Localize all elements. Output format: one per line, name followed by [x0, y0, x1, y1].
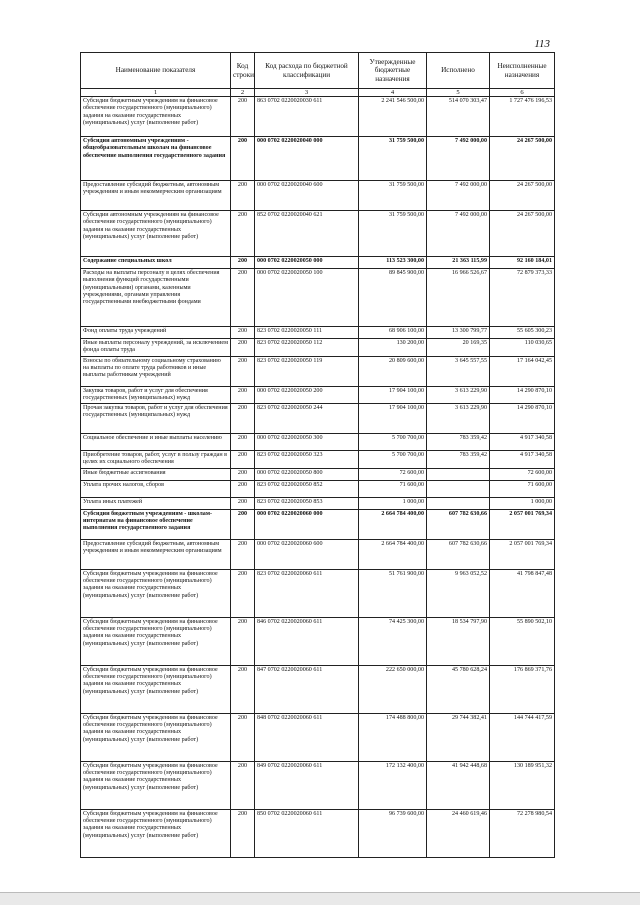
table-row — [81, 386, 555, 404]
row-approved-amount: 1 000,00 — [359, 497, 427, 509]
row-name: Субсидии бюджетным учреждениям на финансовое обеспечение государственного (муниципального) задания на оказание государственных (муниципальных) услуг (выполнение работ) — [81, 569, 231, 617]
row-unexecuted-amount: 144 744 417,59 — [490, 713, 555, 761]
row-approved-amount: 2 664 784 400,00 — [359, 509, 427, 539]
row-name: Прочая закупка товаров, работ и услуг для обеспечения государственных (муниципальных) нужд — [81, 404, 231, 434]
row-approved-amount: 5 700 700,00 — [359, 451, 427, 469]
row-unexecuted-amount: 14 290 870,10 — [490, 386, 555, 404]
row-name: Взносы по обязательному социальному страхованию на выплаты по оплате труда работников и иные выплаты работникам учреждений — [81, 356, 231, 386]
row-budget-code: 849 0702 0220020060 611 — [255, 761, 359, 809]
row-unexecuted-amount: 4 917 340,58 — [490, 451, 555, 469]
header-budget-code: Код расхода по бюджетной классификации — [255, 53, 359, 89]
row-unexecuted-amount: 72 879 373,33 — [490, 269, 555, 327]
row-approved-amount: 222 650 000,00 — [359, 665, 427, 713]
row-budget-code: 000 0702 0220020050 200 — [255, 386, 359, 404]
row-line-code: 200 — [231, 539, 255, 569]
row-approved-amount: 72 600,00 — [359, 468, 427, 480]
row-line-code: 200 — [231, 327, 255, 339]
row-approved-amount: 31 759 500,00 — [359, 211, 427, 257]
header-line-code: Код строки — [231, 53, 255, 89]
row-budget-code: 000 0702 0220020040 000 — [255, 137, 359, 181]
row-line-code: 200 — [231, 451, 255, 469]
table-row — [81, 181, 555, 211]
table-row — [81, 468, 555, 480]
row-approved-amount: 89 845 900,00 — [359, 269, 427, 327]
row-budget-code: 000 0702 0220020060 600 — [255, 539, 359, 569]
row-approved-amount: 17 904 100,00 — [359, 404, 427, 434]
row-executed-amount: 3 613 229,90 — [427, 386, 490, 404]
row-budget-code: 852 0702 0220020040 621 — [255, 211, 359, 257]
row-name: Закупка товаров, работ и услуг для обеспечения государственных (муниципальных) нужд — [81, 386, 231, 404]
row-unexecuted-amount: 24 267 500,00 — [490, 137, 555, 181]
row-unexecuted-amount: 92 160 184,01 — [490, 257, 555, 269]
row-unexecuted-amount: 14 290 870,10 — [490, 404, 555, 434]
row-name: Субсидии бюджетным учреждениям - школам-интернатам на финансовое обеспечение выполнения государственного задания — [81, 509, 231, 539]
row-approved-amount: 20 809 600,00 — [359, 356, 427, 386]
row-executed-amount: 7 492 000,00 — [427, 181, 490, 211]
row-line-code: 200 — [231, 617, 255, 665]
row-name: Субсидии автономным учреждениям - общеобразовательным школам на финансовое обеспечение выполнения государственного задания — [81, 137, 231, 181]
row-line-code: 200 — [231, 713, 255, 761]
row-line-code: 200 — [231, 665, 255, 713]
table-row — [81, 665, 555, 713]
table-row — [81, 327, 555, 339]
row-unexecuted-amount: 176 869 371,76 — [490, 665, 555, 713]
row-line-code: 200 — [231, 211, 255, 257]
row-executed-amount: 21 363 115,99 — [427, 257, 490, 269]
table-row — [81, 356, 555, 386]
row-line-code: 200 — [231, 356, 255, 386]
row-budget-code: 848 0702 0220020060 611 — [255, 713, 359, 761]
row-budget-code: 850 0702 0220020060 611 — [255, 809, 359, 857]
row-budget-code: 000 0702 0220020060 000 — [255, 509, 359, 539]
header-executed: Исполнено — [427, 53, 490, 89]
row-approved-amount: 130 200,00 — [359, 339, 427, 357]
row-unexecuted-amount: 24 267 500,00 — [490, 211, 555, 257]
row-line-code: 200 — [231, 809, 255, 857]
row-executed-amount — [427, 497, 490, 509]
budget-execution-table — [80, 52, 555, 858]
row-executed-amount: 20 169,35 — [427, 339, 490, 357]
row-budget-code: 000 0702 0220020050 100 — [255, 269, 359, 327]
row-executed-amount: 29 744 382,41 — [427, 713, 490, 761]
column-number: 5 — [427, 89, 490, 97]
page-number: 113 — [534, 38, 550, 50]
row-line-code: 200 — [231, 497, 255, 509]
column-number: 3 — [255, 89, 359, 97]
row-executed-amount — [427, 480, 490, 497]
row-budget-code: 823 0702 0220020050 323 — [255, 451, 359, 469]
row-executed-amount: 13 300 799,77 — [427, 327, 490, 339]
row-name: Субсидии бюджетным учреждениям на финансовое обеспечение государственного (муниципального) задания на оказание государственных (муниципальных) услуг (выполнение работ) — [81, 761, 231, 809]
table-row — [81, 713, 555, 761]
row-name: Предоставление субсидий бюджетным, автономным учреждениям и иным некоммерческим организациям — [81, 181, 231, 211]
table-row — [81, 339, 555, 357]
table-header-row — [81, 53, 555, 89]
row-executed-amount: 18 534 797,90 — [427, 617, 490, 665]
row-approved-amount: 17 904 100,00 — [359, 386, 427, 404]
column-number-row — [81, 89, 555, 97]
row-budget-code: 823 0702 0220020050 119 — [255, 356, 359, 386]
row-line-code: 200 — [231, 386, 255, 404]
table-row — [81, 761, 555, 809]
table-row — [81, 269, 555, 327]
table-row — [81, 480, 555, 497]
row-unexecuted-amount: 110 030,65 — [490, 339, 555, 357]
row-unexecuted-amount: 55 605 300,23 — [490, 327, 555, 339]
table-row — [81, 137, 555, 181]
row-line-code: 200 — [231, 404, 255, 434]
row-name: Субсидии бюджетным учреждениям на финансовое обеспечение государственного (муниципального) задания на оказание государственных (муниципальных) услуг (выполнение работ) — [81, 713, 231, 761]
row-budget-code: 823 0702 0220020050 244 — [255, 404, 359, 434]
header-unexecuted: Неисполненные назначения — [490, 53, 555, 89]
table-row — [81, 211, 555, 257]
row-budget-code: 000 0702 0220020050 000 — [255, 257, 359, 269]
row-unexecuted-amount: 1 727 476 196,53 — [490, 97, 555, 137]
row-unexecuted-amount: 1 000,00 — [490, 497, 555, 509]
table-row — [81, 617, 555, 665]
row-unexecuted-amount: 17 164 042,45 — [490, 356, 555, 386]
row-line-code: 200 — [231, 339, 255, 357]
row-budget-code: 846 0702 0220020060 611 — [255, 617, 359, 665]
row-budget-code: 823 0702 0220020060 611 — [255, 569, 359, 617]
row-approved-amount: 174 488 800,00 — [359, 713, 427, 761]
table-row — [81, 509, 555, 539]
row-budget-code: 823 0702 0220020050 853 — [255, 497, 359, 509]
row-unexecuted-amount: 2 057 001 769,34 — [490, 509, 555, 539]
scan-bottom-edge — [0, 892, 640, 905]
row-name: Фонд оплаты труда учреждений — [81, 327, 231, 339]
row-name: Содержание специальных школ — [81, 257, 231, 269]
column-number: 6 — [490, 89, 555, 97]
row-name: Расходы на выплаты персоналу в целях обеспечения выполнения функций государственными (муниципальными) органами, казенными учреждениями, органами управления государственными внебюджетными фондами — [81, 269, 231, 327]
table-row — [81, 451, 555, 469]
table-row — [81, 434, 555, 451]
row-unexecuted-amount: 2 057 001 769,34 — [490, 539, 555, 569]
row-executed-amount: 41 942 448,68 — [427, 761, 490, 809]
row-executed-amount: 783 359,42 — [427, 451, 490, 469]
row-approved-amount: 71 600,00 — [359, 480, 427, 497]
row-line-code: 200 — [231, 97, 255, 137]
row-unexecuted-amount: 55 890 502,10 — [490, 617, 555, 665]
row-approved-amount: 31 759 500,00 — [359, 137, 427, 181]
row-executed-amount: 9 963 052,52 — [427, 569, 490, 617]
row-line-code: 200 — [231, 269, 255, 327]
row-name: Уплата прочих налогов, сборов — [81, 480, 231, 497]
column-number: 1 — [81, 89, 231, 97]
row-name: Субсидии автономным учреждениям на финансовое обеспечение государственного (муниципального) задания на оказание государственных (муниципальных) услуг (выполнение работ) — [81, 211, 231, 257]
table-row — [81, 257, 555, 269]
row-approved-amount: 68 906 100,00 — [359, 327, 427, 339]
row-approved-amount: 31 759 500,00 — [359, 181, 427, 211]
row-unexecuted-amount: 71 600,00 — [490, 480, 555, 497]
row-executed-amount: 783 359,42 — [427, 434, 490, 451]
row-executed-amount: 7 492 000,00 — [427, 137, 490, 181]
row-name: Субсидии бюджетным учреждениям на финансовое обеспечение государственного (муниципального) задания на оказание государственных (муниципальных) услуг (выполнение работ) — [81, 97, 231, 137]
table-row — [81, 809, 555, 857]
row-executed-amount: 45 780 628,24 — [427, 665, 490, 713]
table-row — [81, 404, 555, 434]
column-number: 2 — [231, 89, 255, 97]
row-budget-code: 863 0702 0220020030 611 — [255, 97, 359, 137]
row-executed-amount: 514 070 303,47 — [427, 97, 490, 137]
row-line-code: 200 — [231, 468, 255, 480]
row-budget-code: 823 0702 0220020050 112 — [255, 339, 359, 357]
row-unexecuted-amount: 72 278 980,54 — [490, 809, 555, 857]
row-approved-amount: 74 425 300,00 — [359, 617, 427, 665]
row-approved-amount: 2 664 784 400,00 — [359, 539, 427, 569]
row-executed-amount: 607 782 630,66 — [427, 539, 490, 569]
row-executed-amount: 3 613 229,90 — [427, 404, 490, 434]
row-executed-amount — [427, 468, 490, 480]
row-line-code: 200 — [231, 434, 255, 451]
row-name: Иные выплаты персоналу учреждений, за исключением фонда оплаты труда — [81, 339, 231, 357]
row-line-code: 200 — [231, 137, 255, 181]
row-approved-amount: 51 761 900,00 — [359, 569, 427, 617]
row-name: Социальное обеспечение и иные выплаты населению — [81, 434, 231, 451]
table-body — [81, 97, 555, 858]
row-line-code: 200 — [231, 181, 255, 211]
row-line-code: 200 — [231, 480, 255, 497]
row-approved-amount: 5 700 700,00 — [359, 434, 427, 451]
row-executed-amount: 607 782 630,66 — [427, 509, 490, 539]
row-name: Субсидии бюджетным учреждениям на финансовое обеспечение государственного (муниципального) задания на оказание государственных (муниципальных) услуг (выполнение работ) — [81, 617, 231, 665]
table-row — [81, 569, 555, 617]
row-line-code: 200 — [231, 761, 255, 809]
row-name: Предоставление субсидий бюджетным, автономным учреждениям и иным некоммерческим организациям — [81, 539, 231, 569]
row-name: Приобретение товаров, работ, услуг в пользу граждан в целях их социального обеспечения — [81, 451, 231, 469]
row-name: Уплата иных платежей — [81, 497, 231, 509]
row-budget-code: 000 0702 0220020050 800 — [255, 468, 359, 480]
row-unexecuted-amount: 24 267 500,00 — [490, 181, 555, 211]
header-name: Наименование показателя — [81, 53, 231, 89]
row-budget-code: 000 0702 0220020040 600 — [255, 181, 359, 211]
column-number: 4 — [359, 89, 427, 97]
table-row — [81, 539, 555, 569]
table-row — [81, 497, 555, 509]
row-line-code: 200 — [231, 509, 255, 539]
row-name: Субсидии бюджетным учреждениям на финансовое обеспечение государственного (муниципального) задания на оказание государственных (муниципальных) услуг (выполнение работ) — [81, 809, 231, 857]
row-executed-amount: 3 645 557,55 — [427, 356, 490, 386]
row-unexecuted-amount: 4 917 340,58 — [490, 434, 555, 451]
row-unexecuted-amount: 72 600,00 — [490, 468, 555, 480]
row-approved-amount: 113 523 300,00 — [359, 257, 427, 269]
row-executed-amount: 7 492 000,00 — [427, 211, 490, 257]
row-executed-amount: 16 966 526,67 — [427, 269, 490, 327]
row-unexecuted-amount: 41 798 847,48 — [490, 569, 555, 617]
row-line-code: 200 — [231, 569, 255, 617]
row-approved-amount: 96 739 600,00 — [359, 809, 427, 857]
row-budget-code: 823 0702 0220020050 111 — [255, 327, 359, 339]
row-executed-amount: 24 460 619,46 — [427, 809, 490, 857]
header-approved: Утвержденные бюджетные назначения — [359, 53, 427, 89]
row-name: Иные бюджетные ассигнования — [81, 468, 231, 480]
table-row — [81, 97, 555, 137]
row-name: Субсидии бюджетным учреждениям на финансовое обеспечение государственного (муниципального) задания на оказание государственных (муниципальных) услуг (выполнение работ) — [81, 665, 231, 713]
row-budget-code: 823 0702 0220020050 852 — [255, 480, 359, 497]
row-line-code: 200 — [231, 257, 255, 269]
row-approved-amount: 172 132 400,00 — [359, 761, 427, 809]
row-budget-code: 847 0702 0220020060 611 — [255, 665, 359, 713]
row-unexecuted-amount: 130 189 951,32 — [490, 761, 555, 809]
row-budget-code: 000 0702 0220020050 300 — [255, 434, 359, 451]
row-approved-amount: 2 241 546 500,00 — [359, 97, 427, 137]
